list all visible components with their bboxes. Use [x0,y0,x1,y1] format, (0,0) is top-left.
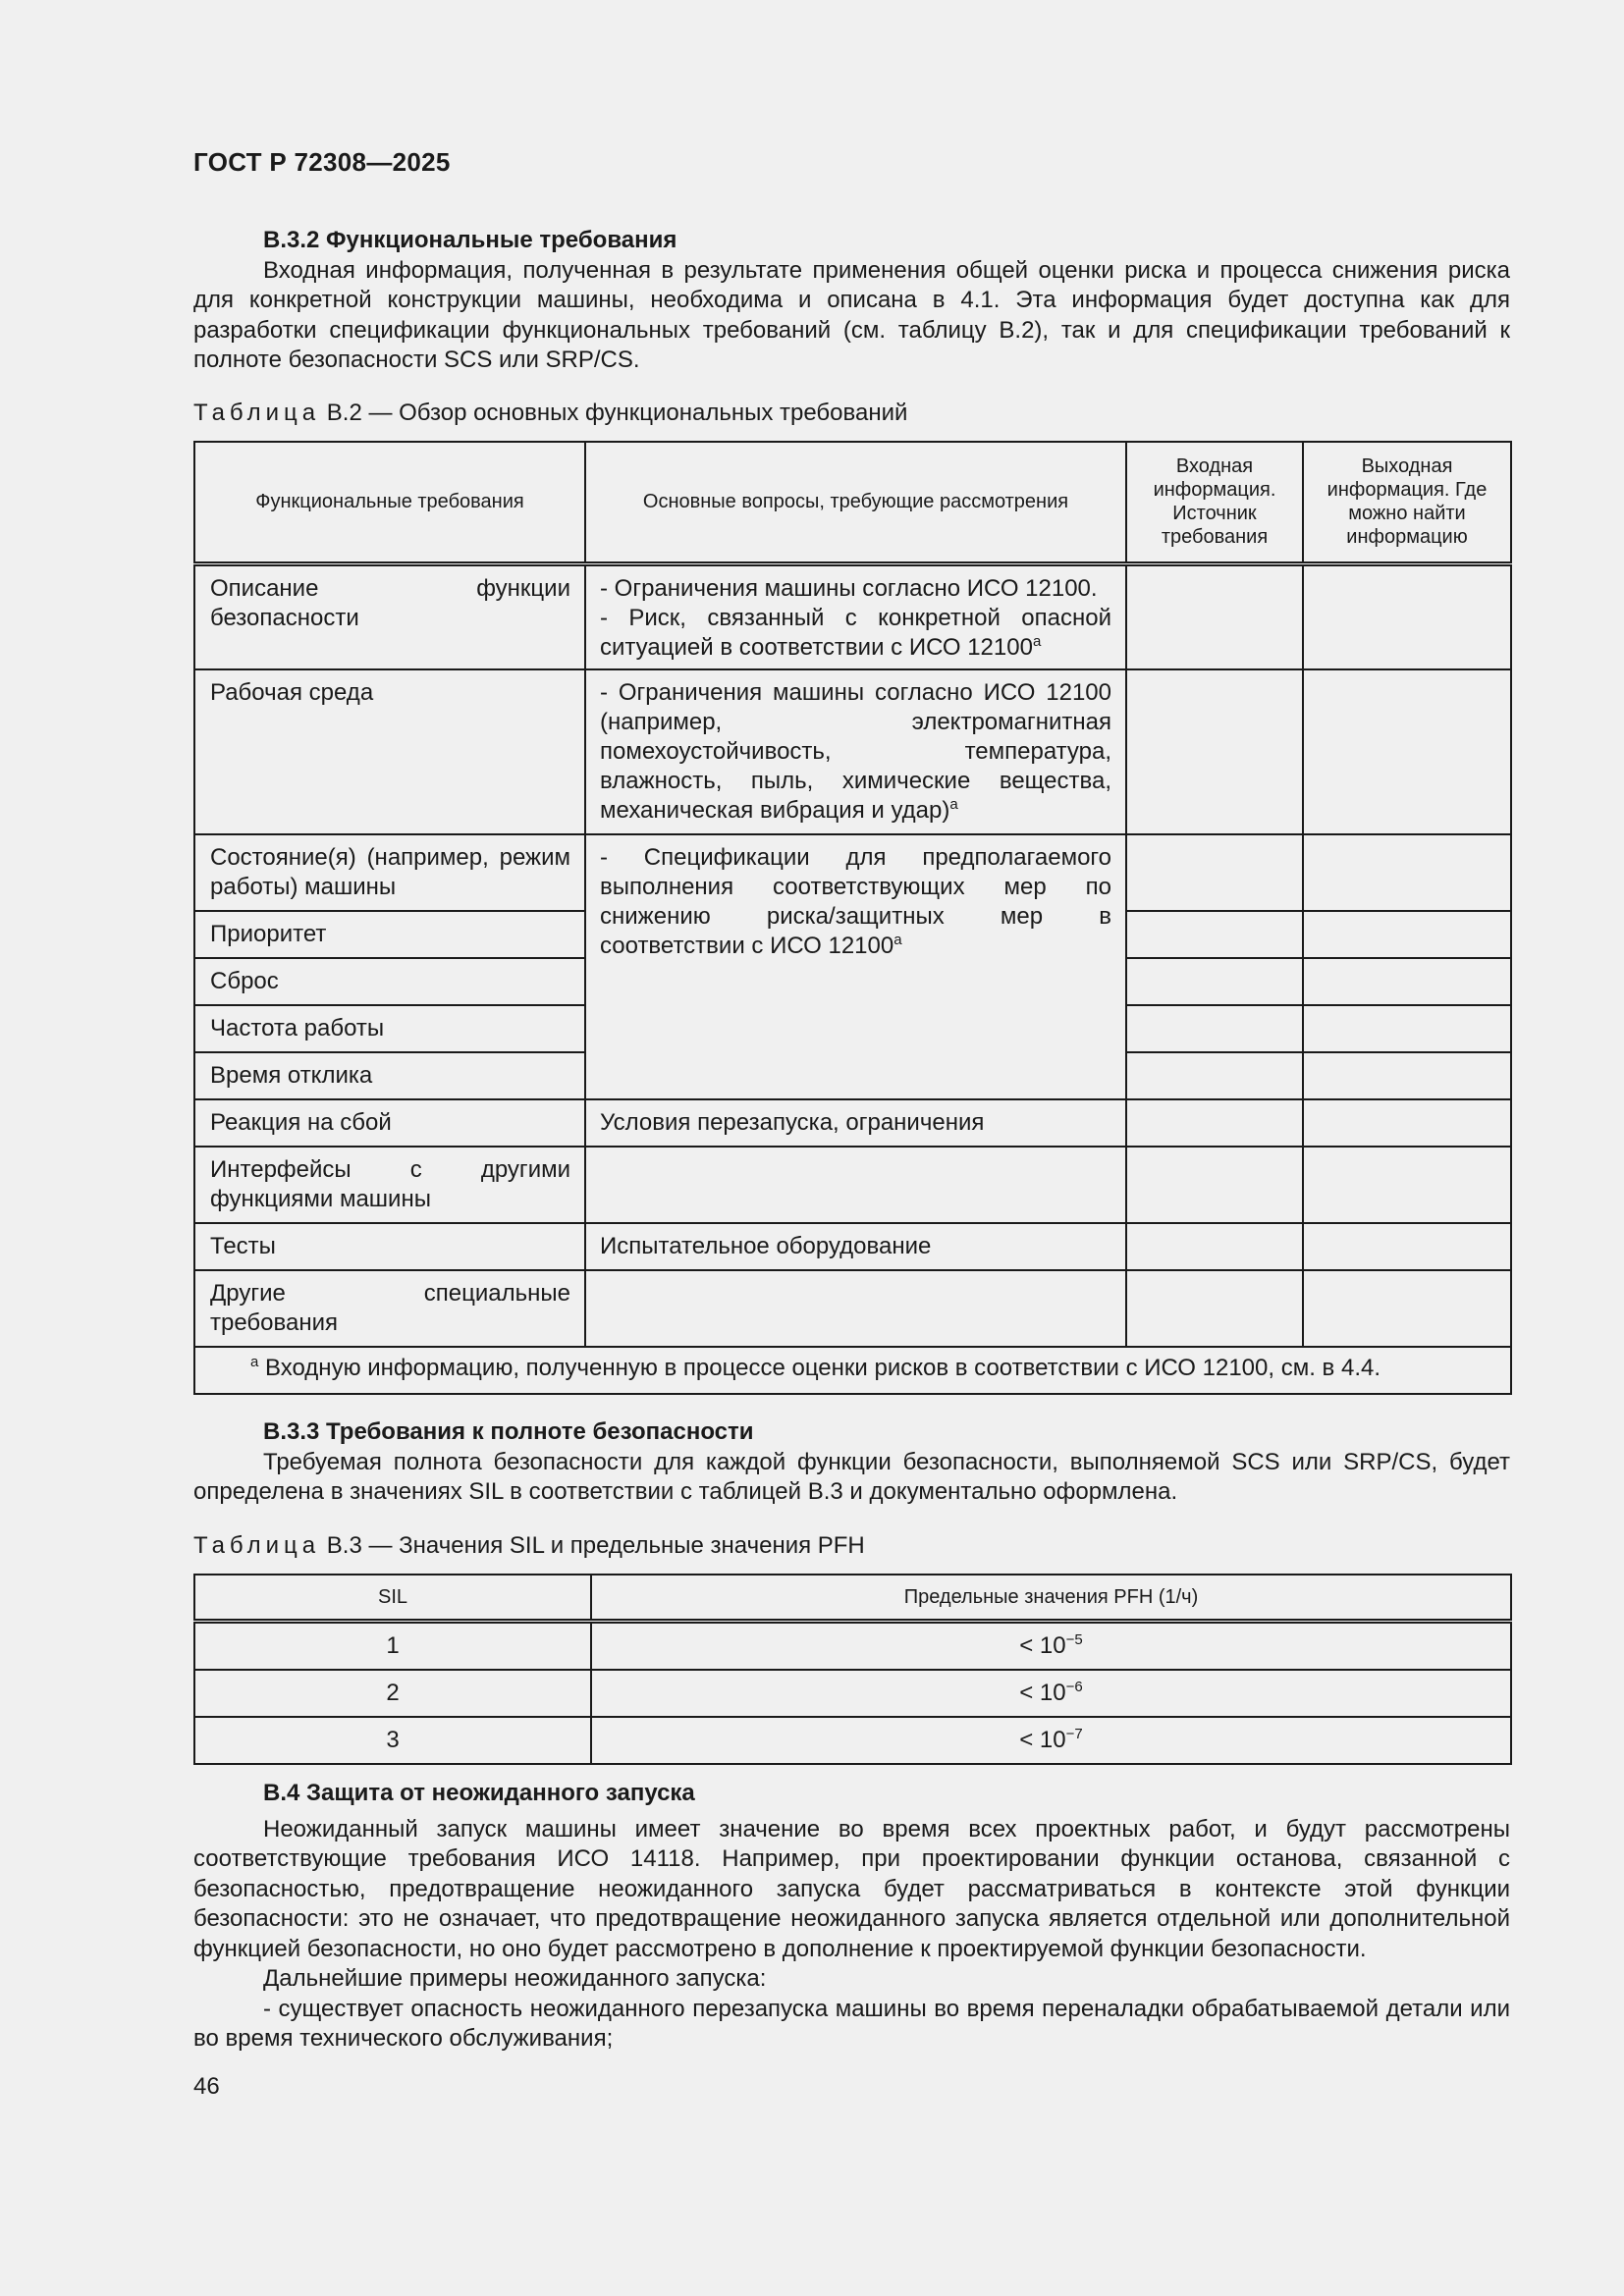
table-cell-empty [1126,1099,1303,1147]
table-cell: Описание функции безопасности [194,563,585,669]
table-cell [585,563,1126,669]
table-footnote-text: Входную информацию, полученную в процессе оценки рисков в соответствии с ИСО 12100, см. в 4.4. [265,1355,1380,1381]
section-b32-paragraph: Входная информация, полученная в результате применения общей оценки риска и процесса снижения риска для конкретной конструкции машины, необходима и описана в 4.1. Эта информация будет доступна как для разработки спецификации функциональных требований (см. таблицу В.2), так и для спецификации требований к полноте безопасности SCS или SRP/CS. [193,256,1510,373]
section-b32-heading: В.3.2 Функциональные требования [263,227,677,253]
table-cell-text: - Риск, связанный с конкретной опасной ситуацией в соответствии с ИСО 12100 [600,604,1111,661]
table-cell-empty [1303,563,1511,669]
table-b3 [193,1574,1512,1765]
footnote-mark: a [1032,632,1042,650]
table-cell-line [600,604,1111,663]
table-b2-header-main-questions: Основные вопросы, требующие рассмотрения [585,442,1126,563]
table-cell: Тесты [194,1223,585,1270]
table-cell-text: - Ограничения машины согласно ИСО 12100 (например, электромагнитная помехоустойчивость, температура, влажность, пыль, химические вещества, механическая вибрация и удар) [600,679,1111,824]
table-cell-empty [1126,1223,1303,1270]
section-b33-paragraph: Требуемая полнота безопасности для каждой функции безопасности, выполняемой SCS или SRP/CS, будет определена в значениях SIL в соответствии с таблицей В.3 и документально оформлена. [193,1448,1510,1505]
table-cell: Испытательное оборудование [585,1223,1126,1270]
pfh-value [591,1622,1511,1671]
table-cell-empty [1303,1052,1511,1099]
table-cell-empty [585,1270,1126,1347]
pfh-value [591,1717,1511,1764]
table-cell-empty [1303,834,1511,911]
table-row [194,1223,1511,1270]
table-cell-empty [1303,1270,1511,1347]
pfh-exponent: −5 [1065,1631,1083,1648]
table-cell: Условия перезапуска, ограничения [585,1099,1126,1147]
table-row [194,1670,1511,1717]
table-cell-empty [1126,669,1303,834]
page-number: 46 [193,2073,220,2100]
table-b2-caption-prefix: Таблица [193,400,321,426]
footnote-mark: a [893,932,902,948]
table-row [194,834,1511,911]
table-row [194,1717,1511,1764]
document-code: ГОСТ Р 72308—2025 [193,147,451,177]
table-b2-header-functional-requirements: Функциональные требования [194,442,585,563]
section-b4-heading: В.4 Защита от неожиданного запуска [263,1780,695,1806]
table-cell-empty [1303,1223,1511,1270]
table-cell [585,669,1126,834]
table-row [194,1099,1511,1147]
table-footnote [194,1347,1511,1394]
pfh-exponent: −6 [1065,1679,1083,1695]
table-cell-empty [1303,1147,1511,1223]
footnote-mark: a [250,1354,259,1370]
section-b4-paragraph-1: Неожиданный запуск машины имеет значение во время всех проектных работ, и будут рассмотрены соответствующие требования ИСО 14118. Например, при проектировании функции останова, связанной с безопасностью, предотвращение неожиданного запуска будет рассматриваться в контексте этой функции безопасности: это не означает, что предотвращение неожиданного запуска является отдельной или дополнительной функцией безопасности, но оно будет рассмотрено в дополнение к проектируемой функции безопасности. [193,1815,1510,1962]
sil-value: 1 [194,1622,591,1671]
table-row [194,1147,1511,1223]
table-cell: Реакция на сбой [194,1099,585,1147]
table-row [194,1622,1511,1671]
table-cell-merged [585,834,1126,1099]
pfh-base: < 10 [1019,1632,1066,1659]
table-cell: Приоритет [194,911,585,958]
table-cell: Состояние(я) (например, режим работы) машины [194,834,585,911]
pfh-base: < 10 [1019,1727,1066,1753]
table-cell: Частота работы [194,1005,585,1052]
table-cell-text: - Спецификации для предполагаемого выполнения соответствующих мер по снижению риска/защитных мер в соответствии с ИСО 12100 [600,844,1111,959]
table-cell: Интерфейсы с другими функциями машины [194,1147,585,1223]
table-cell-empty [1126,1052,1303,1099]
table-b3-caption-text: В.3 — Значения SIL и предельные значения PFH [326,1532,865,1559]
table-cell-empty [1303,911,1511,958]
table-row [194,669,1511,834]
table-cell-line: - Ограничения машины согласно ИСО 12100. [600,574,1098,602]
table-b2-header-output-info: Выходная информация. Где можно найти информацию [1303,442,1511,563]
pfh-value [591,1670,1511,1717]
table-cell-empty [585,1147,1126,1223]
pfh-base: < 10 [1019,1680,1066,1706]
section-b4-paragraph-2: Дальнейшие примеры неожиданного запуска: [263,1965,767,1992]
table-cell-empty [1126,911,1303,958]
sil-value: 2 [194,1670,591,1717]
sil-value: 3 [194,1717,591,1764]
table-b3-header-sil: SIL [194,1575,591,1622]
table-b3-header-pfh: Предельные значения PFH (1/ч) [591,1575,1511,1622]
table-cell: Рабочая среда [194,669,585,834]
table-cell: Сброс [194,958,585,1005]
table-cell-empty [1126,563,1303,669]
table-b2 [193,441,1512,1395]
table-b3-caption [193,1531,1510,1561]
table-row [194,1270,1511,1347]
table-cell: Другие специальные требования [194,1270,585,1347]
footnote-mark: a [949,796,958,813]
section-b33 [193,1417,1510,1508]
section-b32 [193,226,1510,376]
table-cell-empty [1126,1005,1303,1052]
section-b33-heading: В.3.3 Требования к полноте безопасности [263,1418,754,1445]
table-cell-empty [1303,669,1511,834]
table-cell-empty [1303,958,1511,1005]
table-cell: Время отклика [194,1052,585,1099]
table-cell-empty [1303,1099,1511,1147]
section-b4-paragraph-3: - существует опасность неожиданного перезапуска машины во время переналадки обрабатываемой детали или во время технического обслуживания; [193,1995,1510,2052]
table-b3-caption-prefix: Таблица [193,1532,321,1559]
table-cell-empty [1126,1270,1303,1347]
table-cell-empty [1303,1005,1511,1052]
table-cell-empty [1126,1147,1303,1223]
pfh-exponent: −7 [1065,1726,1083,1742]
table-b2-header-input-info: Входная информация. Источник требования [1126,442,1303,563]
table-row [194,563,1511,669]
table-cell-empty [1126,834,1303,911]
table-footnote-row [194,1347,1511,1394]
table-b2-caption-text: В.2 — Обзор основных функциональных требований [326,400,908,426]
table-b2-caption [193,399,1510,428]
table-cell-empty [1126,958,1303,1005]
section-b4 [193,1779,1510,2055]
